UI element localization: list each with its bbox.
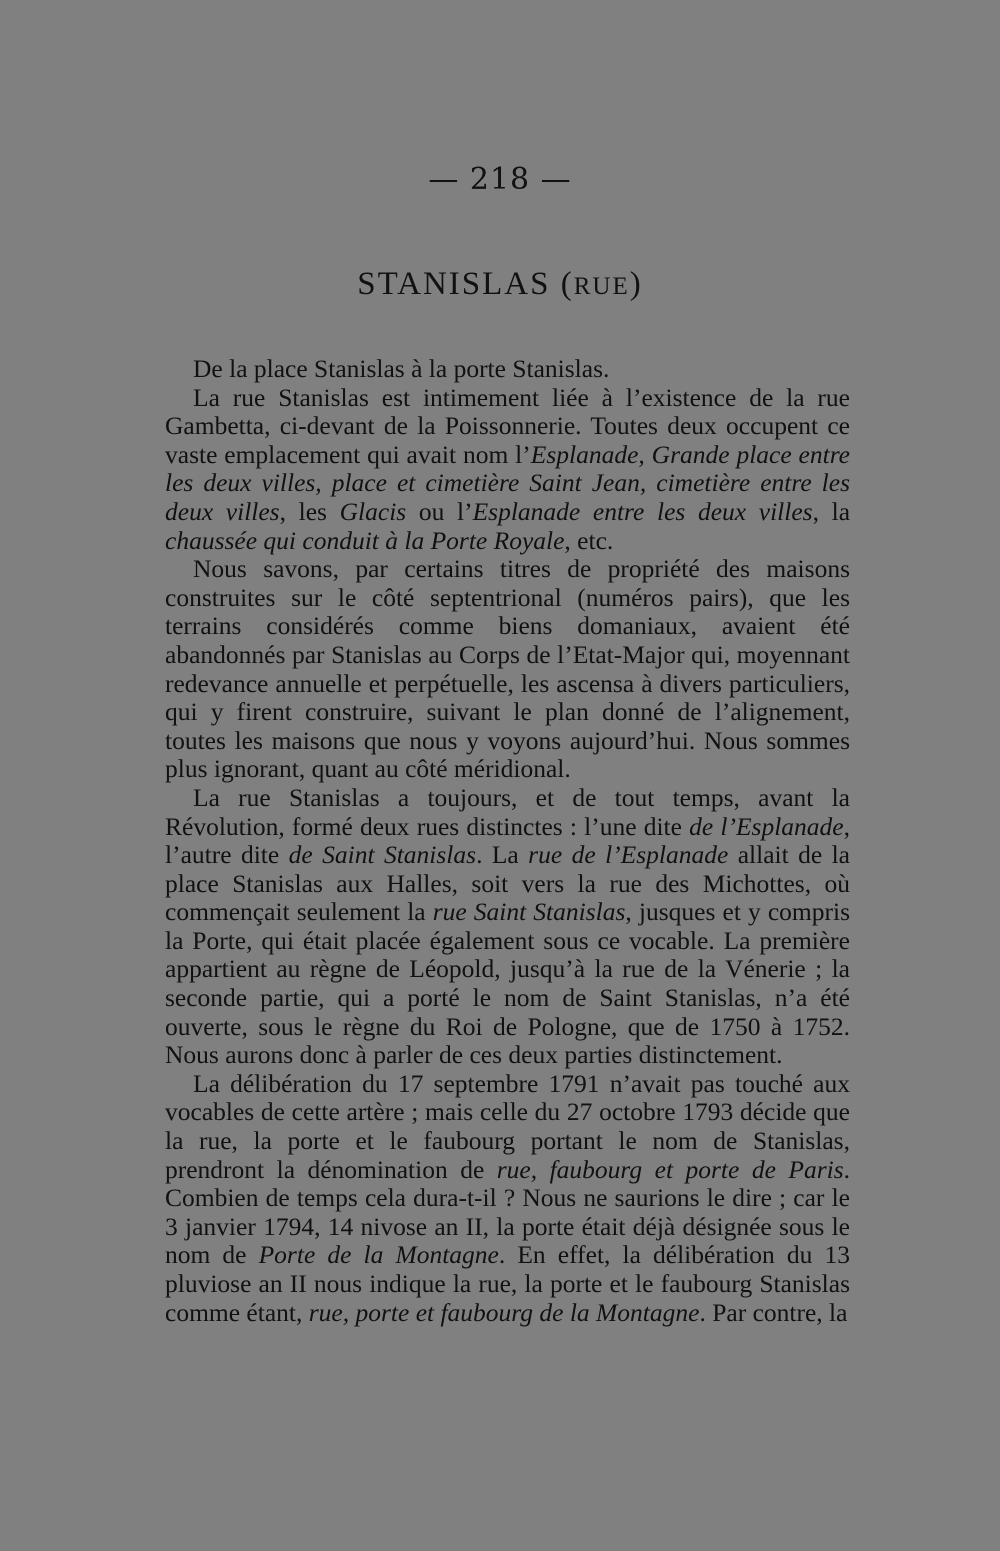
italic-text: de l’Esplanade [689,811,844,841]
italic-text: de Saint Stanislas [288,840,477,870]
text-segment: , la [812,496,851,526]
text-segment: ou l’ [406,496,473,526]
text-segment: allait de la place Stanislas aux Halles, soit vers la rue des Michottes, où commençait seulement la [165,840,850,927]
text-segment: , jusques et y compris la Porte, qui était placée également sous ce vocable. La première appartient au règne de Léopold, jusqu’à la rue de la Vénerie ; la seconde partie, qui a porté le nom de Saint Stanislas, n’a été ouverte, sous le règne du Roi de Pologne, que de 1750 à 1752. Nous aurons donc à parler de ces deux parties distinctement. [165,897,850,1070]
text-segment: , les [279,496,340,526]
italic-text: Esplanade, Grande place entre les deux villes, place et cimetière Saint Jean, cimetière entre les deux villes [165,439,850,526]
text-segment: Nous savons, par certains titres de propriété des maisons construites sur le côté septentrional (numéros pairs), que les terrains considérés comme biens domaniaux, avaient été abandonnés par Stanislas au Corps de l’Etat-Major qui, moyennant redevance annuelle et perpétuelle, les ascensa à divers particuliers, qui y firent construire, suivant le plan donné de l’alignement, toutes les maisons que nous y voyons aujourd’hui. Nous sommes plus ignorant, quant au côté méridional. [165,554,850,784]
italic-text: Glacis [339,496,407,526]
page-title [0,266,1000,303]
text-segment: , etc. [564,525,614,555]
italic-text: Esplanade entre les deux villes [472,496,813,526]
body-paragraph [165,784,850,1070]
body-paragraph [165,355,850,384]
text-segment: De la place Stanislas à la porte Stanislas. [193,354,610,383]
text-segment: , l’autre dite [165,811,850,870]
body-paragraph [165,555,850,784]
italic-text: rue, faubourg et porte de Paris [496,1154,844,1184]
text-segment: . En effet, la délibération du 13 pluviose an II nous indique la rue, la porte et le faubourg Stanislas comme étant, [165,1240,850,1327]
title-small-caps: RUE [573,273,630,300]
body-paragraph [165,1070,850,1327]
title-close: ) [629,266,643,302]
text-segment: . Combien de temps cela dura-t-il ? Nous ne saurions le dire ; car le 3 janvier 1794, 14 nivose an II, la porte était déjà désignée sous le nom de [165,1154,850,1270]
text-segment: La rue Stanislas est intimement liée à l’existence de la rue Gambetta, ci-devant de la Poissonnerie. Toutes deux occupent ce vaste emplacement qui avait nom l’ [165,382,850,469]
page-number: — 218 — [428,162,572,197]
text-segment: . Par contre, la [699,1297,848,1327]
italic-text: chaussée qui conduit à la Porte Royale [165,525,565,555]
text-segment: La rue Stanislas a toujours, et de tout temps, avant la Révolution, formé deux rues distinctes : l’une dite [165,782,850,841]
body-text [165,355,850,1327]
italic-text: rue Saint Stanislas [432,897,626,927]
text-segment: La délibération du 17 septembre 1791 n’avait pas touché aux vocables de cette artère ; mais celle du 27 octobre 1793 décide que la rue, la porte et le faubourg portant le nom de Stanislas, prendront la dénomination de [165,1068,850,1184]
title-main: STANISLAS ( [357,266,574,302]
body-paragraph [165,384,850,556]
italic-text: Porte de la Montagne [258,1240,499,1270]
text-segment: . La [476,840,529,870]
italic-text: rue de l’Esplanade [528,840,729,870]
italic-text: rue, porte et faubourg de la Montagne [308,1297,700,1327]
